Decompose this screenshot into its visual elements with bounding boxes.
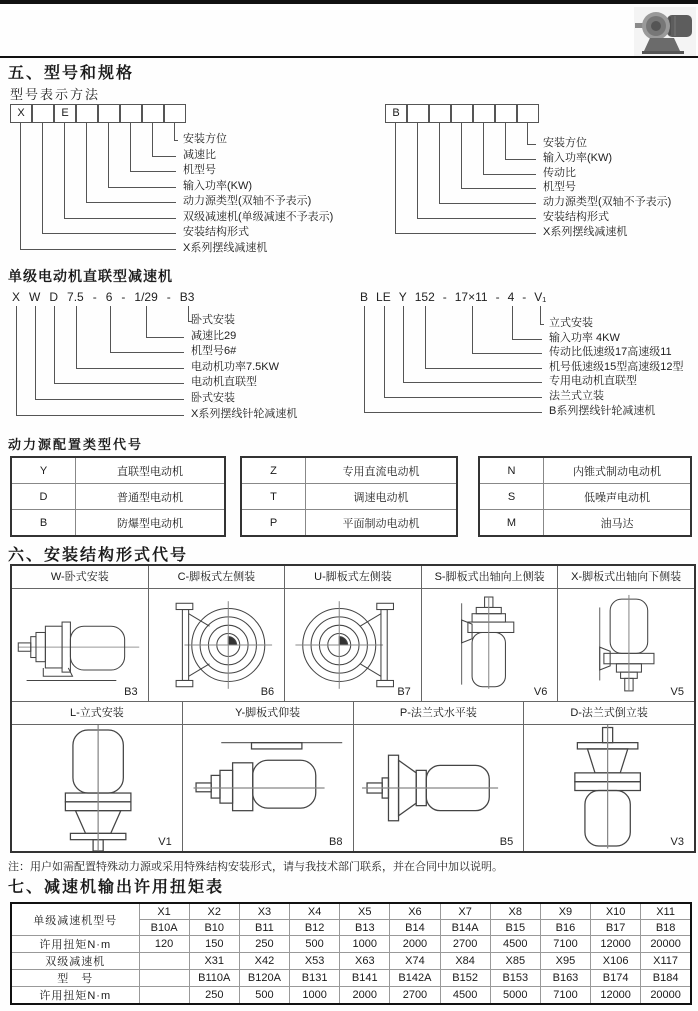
torque-cell: B142A (390, 970, 440, 987)
torque-table-row (11, 903, 691, 920)
model-code-string (8, 290, 352, 306)
torque-row-label: 型 号 (11, 970, 139, 987)
torque-cell: X53 (290, 953, 340, 970)
torque-cell: B13 (340, 920, 390, 936)
torque-cell: 1000 (290, 987, 340, 1005)
power-code-cell: B (11, 510, 76, 537)
code-token: X (12, 290, 21, 304)
code-token: 4 (507, 290, 515, 304)
torque-cell: B152 (440, 970, 490, 987)
code-token: LE (376, 290, 391, 304)
section6-title: 六、安装结构形式代号 (8, 547, 189, 564)
code-box (142, 104, 164, 123)
code-label: X系列摆线减速机 (183, 241, 268, 254)
code-token: - (92, 290, 97, 304)
power-source-row (11, 484, 225, 510)
mount-header-row (12, 566, 694, 589)
code-label: 专用电动机直联型 (549, 375, 637, 388)
torque-cell: 20000 (641, 987, 691, 1005)
power-desc-cell: 调速电动机 (306, 484, 458, 510)
code-token: V₁ (534, 290, 547, 304)
torque-cell: 4500 (440, 987, 490, 1005)
torque-cell: X9 (540, 903, 590, 920)
code-label: 双级减速机(单级减速不予表示) (183, 210, 334, 223)
code-token: 7.5 (67, 290, 84, 304)
power-source-row (11, 457, 225, 484)
mount-code-label: V6 (533, 686, 548, 698)
code-box (451, 104, 473, 123)
code-label: 卧式安装 (191, 314, 235, 326)
code-label: 输入功率(KW) (183, 179, 253, 192)
torque-cell: B120A (239, 970, 289, 987)
mount-header-cell: C-脚板式左侧装 (149, 566, 286, 589)
code-token: W (29, 290, 41, 304)
torque-cell: B110A (189, 970, 239, 987)
horiz-drawing-icon (12, 589, 148, 701)
mount-code-label: B6 (260, 686, 275, 698)
torque-cell: X5 (340, 903, 390, 920)
code-label: 安装结构形式 (543, 211, 609, 223)
vertinvert-drawing-icon (524, 725, 694, 851)
torque-cell: 7100 (540, 987, 590, 1005)
code-label: 电动机直联型 (191, 376, 257, 389)
torque-cell: X84 (440, 953, 490, 970)
code-label: 动力源类型(双轴不予表示) (543, 196, 672, 209)
code-token: - (522, 290, 527, 304)
torque-cell: X10 (591, 903, 641, 920)
mount-header-row (12, 702, 694, 725)
power-code-cell: Y (11, 457, 76, 484)
torque-cell: B12 (290, 920, 340, 936)
mount-art-cell (12, 725, 183, 851)
torque-table-row (11, 936, 691, 953)
mount-code-label: V1 (158, 836, 172, 848)
code-box (407, 104, 429, 123)
mount-header-cell: L-立式安装 (12, 702, 183, 725)
torque-cell: X31 (189, 953, 239, 970)
single-stage-title: 单级电动机直联型减速机 (8, 268, 173, 284)
torque-cell: B174 (591, 970, 641, 987)
mount-code-label: B8 (329, 836, 343, 848)
power-desc-cell: 平面制动电动机 (306, 510, 458, 537)
code-label: 卧式安装 (191, 392, 235, 404)
torque-cell: 150 (189, 936, 239, 953)
torque-cell: 2700 (440, 936, 490, 953)
torque-cell: X42 (239, 953, 289, 970)
horizflange-drawing-icon (354, 725, 524, 851)
code-box (164, 104, 186, 123)
vertdown-drawing-icon (558, 589, 694, 701)
torque-cell: 500 (239, 987, 289, 1005)
code-label: 安装方位 (183, 133, 227, 145)
torque-cell: 2000 (340, 987, 390, 1005)
torque-cell: X7 (440, 903, 490, 920)
torque-cell: 1000 (340, 936, 390, 953)
torque-cell: B163 (540, 970, 590, 987)
torque-cell: X106 (591, 953, 641, 970)
front2-drawing-icon (285, 589, 421, 701)
torque-cell (139, 970, 189, 987)
torque-cell: X95 (540, 953, 590, 970)
power-code-cell: Z (241, 457, 306, 484)
code-token: Y (398, 290, 407, 304)
code-label: 安装方位 (543, 137, 587, 149)
torque-cell: B131 (290, 970, 340, 987)
torque-cell: 12000 (591, 987, 641, 1005)
section5-title: 五、型号和规格 (8, 65, 135, 82)
torque-cell: X4 (290, 903, 340, 920)
code-box (495, 104, 517, 123)
power-desc-cell: 油马达 (544, 510, 692, 537)
mount-art-cell (354, 725, 525, 851)
mount-header-cell: U-脚板式左侧装 (285, 566, 422, 589)
mount-art-cell (558, 589, 694, 702)
code-token: - (442, 290, 447, 304)
code-box (517, 104, 539, 123)
model-example-xwd (8, 290, 352, 422)
power-desc-cell: 直联型电动机 (76, 457, 226, 484)
gearmotor-photo-icon (634, 7, 696, 57)
vertup-drawing-icon (422, 589, 558, 701)
mount-art-cell (524, 725, 694, 851)
torque-cell: 5000 (490, 987, 540, 1005)
horizceil-drawing-icon (183, 725, 353, 851)
code-token: - (166, 290, 171, 304)
connector-line (395, 123, 536, 234)
torque-cell: X11 (641, 903, 691, 920)
torque-cell: 20000 (641, 936, 691, 953)
mount-header-cell: S-脚板式出轴向上侧装 (422, 566, 559, 589)
torque-cell: X6 (390, 903, 440, 920)
model-code-diagram-x-series (8, 104, 364, 262)
power-source-row (241, 484, 457, 510)
code-label: 机号低速级15型高速级12型 (549, 360, 684, 373)
code-label: 机型号 (543, 181, 576, 194)
mount-art-cell (422, 589, 559, 702)
front-drawing-icon (149, 589, 285, 701)
mount-art-cell (12, 589, 149, 702)
power-source-row (479, 484, 691, 510)
torque-cell: B14A (440, 920, 490, 936)
code-label: 减速比 (183, 148, 216, 161)
code-label: 电动机功率7.5KW (191, 360, 280, 373)
power-source-title: 动力源配置类型代号 (8, 437, 144, 452)
power-desc-cell: 普通型电动机 (76, 484, 226, 510)
torque-cell: X2 (189, 903, 239, 920)
power-code-cell: M (479, 510, 544, 537)
footnote: 注：用户如需配置特殊动力源或采用特殊结构安装形式，请与我技术部门联系，并在合同中加以说明。 (8, 861, 503, 873)
section5-subtitle: 型号表示方法 (10, 87, 101, 102)
model-code-diagram-b-series (378, 104, 696, 262)
code-box (473, 104, 495, 123)
torque-cell: B17 (591, 920, 641, 936)
vertstand-drawing-icon (12, 725, 182, 851)
power-desc-cell: 防爆型电动机 (76, 510, 226, 537)
torque-cell: B153 (490, 970, 540, 987)
power-source-table (240, 456, 458, 537)
torque-cell (139, 987, 189, 1005)
mount-header-cell: X-脚板式出轴向下侧装 (558, 566, 694, 589)
torque-cell: 7100 (540, 936, 590, 953)
code-label: 机型号 (183, 164, 216, 176)
torque-cell: X63 (340, 953, 390, 970)
torque-cell: X8 (490, 903, 540, 920)
torque-row-label: 许用扭矩N·m (11, 936, 139, 953)
code-box: X (10, 104, 32, 123)
torque-cell: B15 (490, 920, 540, 936)
code-token: 6 (105, 290, 113, 304)
code-label: 输入功率(KW) (543, 151, 613, 164)
code-box (120, 104, 142, 123)
power-source-tables (0, 456, 698, 540)
torque-table-row (11, 970, 691, 987)
torque-cell: X85 (490, 953, 540, 970)
power-source-table (478, 456, 692, 537)
code-label: 安装结构形式 (183, 226, 249, 238)
power-desc-cell: 低噪声电动机 (544, 484, 692, 510)
power-desc-cell: 内锥式制动电动机 (544, 457, 692, 484)
mount-code-label: V5 (670, 686, 684, 698)
mount-code-label: V3 (670, 836, 684, 848)
model-code-string (352, 290, 696, 306)
code-token: 1/29 (134, 290, 158, 304)
section7-title: 七、减速机输出许用扭矩表 (8, 879, 225, 896)
torque-cell: X3 (239, 903, 289, 920)
torque-cell: B14 (390, 920, 440, 936)
power-source-row (241, 457, 457, 484)
code-box: E (54, 104, 76, 123)
torque-cell: 2700 (390, 987, 440, 1005)
code-token: B (360, 290, 369, 304)
power-source-row (479, 457, 691, 484)
torque-cell: 12000 (591, 936, 641, 953)
torque-table-row (11, 953, 691, 970)
code-token: D (49, 290, 59, 304)
power-code-cell: T (241, 484, 306, 510)
power-source-row (11, 510, 225, 537)
code-label: 减速比29 (191, 329, 237, 342)
torque-cell: 500 (290, 936, 340, 953)
torque-cell: 4500 (490, 936, 540, 953)
torque-cell: 2000 (390, 936, 440, 953)
torque-cell: X74 (390, 953, 440, 970)
code-token: B3 (179, 290, 195, 304)
connector-line (16, 306, 184, 416)
connector-line (20, 123, 176, 250)
code-box: B (385, 104, 407, 123)
mount-art-cell (285, 589, 422, 702)
torque-cell: 250 (189, 987, 239, 1005)
model-example-bley (352, 290, 696, 422)
torque-table (10, 902, 692, 1005)
torque-table-row (11, 987, 691, 1005)
torque-cell: B184 (641, 970, 691, 987)
mount-header-cell: P-法兰式水平装 (354, 702, 525, 725)
code-label: X系列摆线减速机 (543, 225, 628, 238)
power-code-cell: P (241, 510, 306, 537)
torque-cell (139, 953, 189, 970)
code-label: 动力源类型(双轴不予表示) (183, 195, 312, 207)
mount-header-cell: Y-脚板式仰装 (183, 702, 354, 725)
mount-code-label: B5 (499, 836, 514, 848)
code-box (98, 104, 120, 123)
power-code-cell: S (479, 484, 544, 510)
mounting-structure-grid (10, 564, 696, 853)
power-code-cell: N (479, 457, 544, 484)
torque-cell: B16 (540, 920, 590, 936)
torque-cell: B10A (139, 920, 189, 936)
code-label: 传动比 (543, 166, 576, 179)
code-box (76, 104, 98, 123)
torque-cell: X1 (139, 903, 189, 920)
mount-code-label: B7 (397, 686, 411, 698)
code-label: 法兰式立装 (549, 390, 604, 402)
torque-cell: 250 (239, 936, 289, 953)
power-code-cell: D (11, 484, 76, 510)
torque-cell: 120 (139, 936, 189, 953)
connector-line (364, 306, 542, 413)
top-rule (0, 0, 698, 4)
mount-header-cell: W-卧式安装 (12, 566, 149, 589)
power-source-row (479, 510, 691, 537)
code-label: 传动比低速级17高速级11 (549, 346, 672, 359)
torque-row-label: 双级减速机 (11, 953, 139, 970)
code-label: X系列摆线针轮减速机 (191, 407, 298, 420)
mount-art-row (12, 725, 694, 851)
torque-cell: B10 (189, 920, 239, 936)
power-desc-cell: 专用直流电动机 (306, 457, 458, 484)
header-rule (0, 56, 698, 58)
mount-header-cell: D-法兰式倒立装 (524, 702, 694, 725)
mount-art-row (12, 589, 694, 702)
code-label: B系列摆线针轮减速机 (549, 404, 656, 417)
code-label: 输入功率 4KW (549, 331, 620, 344)
torque-cell: B11 (239, 920, 289, 936)
mount-art-cell (183, 725, 354, 851)
mount-art-cell (149, 589, 286, 702)
torque-cell: B18 (641, 920, 691, 936)
code-token: - (495, 290, 500, 304)
torque-cell: B141 (340, 970, 390, 987)
code-box (429, 104, 451, 123)
power-source-row (241, 510, 457, 537)
mount-code-label: B3 (124, 686, 138, 698)
power-source-table (10, 456, 226, 537)
code-token: 17×11 (454, 290, 488, 304)
code-token: - (121, 290, 126, 304)
code-label: 立式安装 (549, 317, 593, 329)
code-box (32, 104, 54, 123)
torque-row-label: 许用扭矩N·m (11, 987, 139, 1005)
code-label: 机型号6# (191, 345, 237, 358)
torque-cell: X117 (641, 953, 691, 970)
torque-row-label: 单级减速机型号 (11, 903, 139, 936)
code-token: 152 (414, 290, 435, 304)
